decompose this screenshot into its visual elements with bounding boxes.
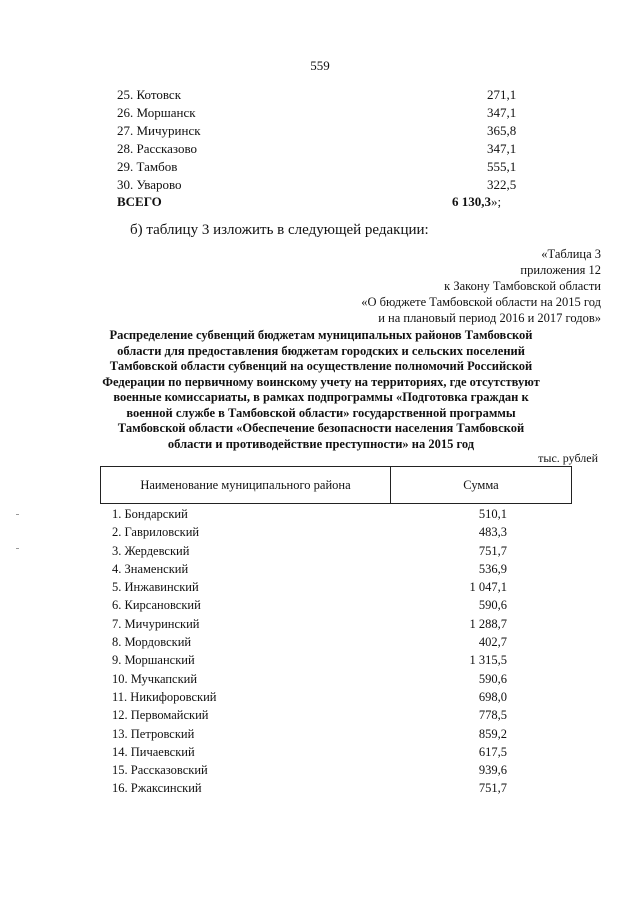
table-row: [112, 725, 572, 743]
row-name: 13. Петровский: [112, 726, 195, 741]
item-value: 365,8: [487, 123, 517, 138]
table-row: [112, 761, 572, 779]
row-value: 617,5: [478, 744, 507, 759]
total-value: 6 130,3: [452, 194, 491, 209]
row-value: 1 047,1: [469, 580, 507, 595]
attachment-line: приложения 12: [520, 263, 601, 277]
row-name: 7. Мичуринский: [112, 616, 200, 631]
attachment-line: «О бюджете Тамбовской области на 2015 год: [361, 295, 601, 309]
table-row: [112, 505, 572, 523]
row-name: 1. Бондарский: [112, 507, 188, 521]
table-header-divider: [100, 503, 572, 504]
table-header: [100, 466, 572, 504]
heading-line: Федерации по первичному воинскому учету на территориях, где отсутствуют: [102, 374, 540, 389]
item-value: 322,5: [487, 177, 517, 192]
scan-mark: [16, 514, 19, 515]
unit-label: тыс. рублей: [538, 451, 598, 465]
row-value: 1 288,7: [469, 616, 507, 631]
item-name: 27. Мичуринск: [117, 123, 201, 138]
heading-line: военные комиссариаты, в рамках подпрограммы «Подготовка граждан к: [113, 390, 529, 404]
row-value: 751,7: [478, 543, 507, 558]
row-name: 2. Гавриловский: [112, 525, 200, 540]
table-row: [112, 560, 572, 578]
heading-line: Тамбовской области субвенций на осуществление полномочий Российской: [109, 359, 533, 373]
row-value: 778,5: [478, 708, 507, 723]
item-name: 30. Уварово: [117, 177, 182, 192]
row-value: 510,1: [478, 507, 507, 521]
item-value: 555,1: [487, 159, 517, 174]
attachment-line: «Таблица 3: [541, 247, 601, 261]
heading-line: области для предоставления бюджетам городских и сельских поселений: [117, 343, 525, 358]
row-name: 16. Ржаксинский: [112, 781, 202, 796]
row-name: 6. Кирсановский: [112, 598, 201, 613]
table-row: [112, 542, 572, 560]
item-name: 29. Тамбов: [117, 159, 178, 174]
row-name: 10. Мучкапский: [112, 671, 198, 686]
table-row: [112, 596, 572, 614]
row-name: 8. Мордовский: [112, 635, 192, 650]
item-name: 26. Моршанск: [117, 105, 196, 120]
list-item: [117, 176, 537, 194]
item-value: 347,1: [487, 105, 517, 120]
row-value: 1 315,5: [469, 653, 507, 668]
column-header-name: Наименование муниципального района: [101, 467, 391, 504]
row-name: 15. Рассказовский: [112, 763, 208, 778]
row-value: 751,7: [478, 781, 507, 796]
table-row: [112, 779, 572, 797]
column-header-sum: Сумма: [463, 478, 499, 492]
table-row: [112, 743, 572, 761]
row-value: 590,6: [478, 671, 507, 686]
total-suffix: »;: [491, 194, 502, 209]
attachment-reference: [361, 246, 601, 326]
item-value: 347,1: [487, 141, 517, 156]
heading-line: Распределение субвенций бюджетам муниципальных районов Тамбовской: [109, 328, 533, 342]
list-item: [117, 158, 537, 176]
table-heading: [90, 328, 552, 452]
row-name: 11. Никифоровский: [112, 689, 217, 704]
row-name: 14. Пичаевский: [112, 744, 195, 759]
heading-line: военной службе в Тамбовской области» государственной программы: [126, 405, 516, 420]
item-name: 25. Котовск: [117, 87, 182, 102]
table-row: [112, 651, 572, 669]
heading-line: области и противодействие преступности» на 2015 год: [167, 436, 475, 451]
attachment-line: и на плановый период 2016 и 2017 годов»: [378, 311, 601, 325]
list-item: [117, 104, 537, 122]
row-value: 483,3: [478, 525, 507, 540]
row-value: 590,6: [478, 598, 507, 613]
row-value: 939,6: [478, 763, 507, 778]
table-row: [112, 578, 572, 596]
table-row: [112, 523, 572, 541]
row-name: 3. Жердевский: [112, 543, 190, 558]
row-value: 859,2: [478, 726, 507, 741]
item-name: 28. Рассказово: [117, 141, 198, 156]
table-row: [112, 615, 572, 633]
heading-line: Тамбовской области «Обеспечение безопасности населения Тамбовской: [117, 421, 525, 435]
row-value: 698,0: [478, 689, 507, 704]
page-number: 559: [310, 58, 330, 73]
row-name: 4. Знаменский: [112, 561, 189, 576]
table-row: [112, 670, 572, 688]
top-list: [117, 86, 537, 194]
scan-mark: [16, 548, 19, 549]
total-label: ВСЕГО: [117, 194, 162, 209]
table-row: [112, 706, 572, 724]
attachment-line: к Закону Тамбовской области: [444, 279, 601, 293]
row-name: 5. Инжавинский: [112, 580, 199, 595]
list-item: [117, 122, 537, 140]
row-value: 402,7: [478, 635, 507, 650]
list-item: [117, 86, 537, 104]
table-body: [112, 505, 572, 798]
list-item: [117, 140, 537, 158]
row-name: 9. Моршанский: [112, 653, 195, 668]
instruction-text: б) таблицу 3 изложить в следующей редакции:: [130, 222, 429, 238]
item-value: 271,1: [487, 87, 517, 102]
table-row: [112, 688, 572, 706]
total-row: [117, 194, 537, 212]
row-name: 12. Первомайский: [112, 708, 209, 723]
row-value: 536,9: [478, 561, 507, 576]
table-row: [112, 633, 572, 651]
